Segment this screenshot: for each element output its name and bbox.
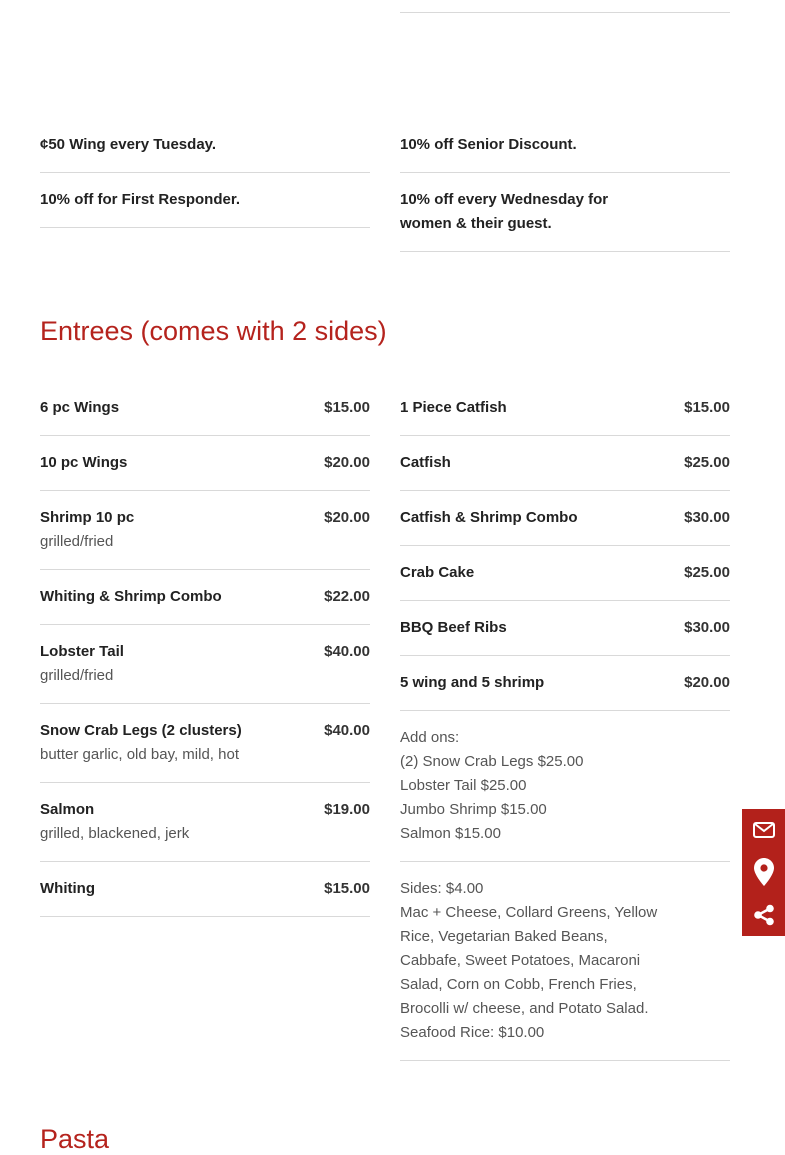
menu-item [400,671,730,711]
share-icon [753,904,775,926]
menu-item-name: 6 pc Wings [40,399,120,416]
menu-item-price: $15.00 [324,399,370,416]
menu-item-price: $25.00 [684,454,730,471]
menu-item [400,396,730,436]
email-button[interactable] [742,809,785,851]
sides-line: Sides: $4.00 [400,880,484,897]
menu-item-name: Catfish [400,454,451,471]
special-label-line2: women & their guest. [400,215,552,232]
menu-item-price: $40.00 [324,722,370,739]
menu-item-price: $15.00 [684,399,730,416]
menu-item [40,719,370,783]
special-item [400,133,730,173]
menu-item-description: grilled/fried [40,667,114,684]
menu-item-price: $25.00 [684,564,730,581]
section-title-entrees: Entrees (comes with 2 sides) [40,316,387,346]
divider [400,12,730,13]
special-label: 10% off Senior Discount. [400,136,577,153]
special-item [40,133,370,173]
menu-item [400,561,730,601]
addons-line: (2) Snow Crab Legs $25.00 [400,753,584,770]
menu-item [40,798,370,862]
map-pin-icon [754,858,774,886]
menu-item [400,506,730,546]
menu-item-price: $15.00 [324,880,370,897]
special-label: ¢50 Wing every Tuesday. [40,136,217,153]
menu-item-name: 10 pc Wings [40,454,128,471]
sides-line: Cabbafe, Sweet Potatoes, Macaroni [400,952,641,969]
menu-item-name: Whiting & Shrimp Combo [40,588,222,605]
sides-line: Rice, Vegetarian Baked Beans, [400,928,608,945]
menu-item-name: Crab Cake [400,564,475,581]
menu-item-price: $20.00 [324,454,370,471]
addons-block [400,726,730,862]
envelope-icon [753,822,775,838]
section-title-pasta: Pasta [40,1124,110,1154]
special-label: 10% off for First Responder. [40,191,241,208]
menu-item-name: Shrimp 10 pc [40,509,135,526]
menu-item-name: BBQ Beef Ribs [400,619,507,636]
special-item [400,188,730,252]
menu-item [40,585,370,625]
menu-item-description: grilled, blackened, jerk [40,825,190,842]
sides-line: Mac + Cheese, Collard Greens, Yellow [400,904,658,921]
menu-item-name: Salmon [40,801,95,818]
menu-item-name: Lobster Tail [40,643,124,660]
addons-line: Jumbo Shrimp $15.00 [400,801,547,818]
sides-line: Salad, Corn on Cobb, French Fries, [400,976,637,993]
addons-line: Add ons: [400,729,460,746]
floating-action-bar [742,809,785,936]
menu-item-name: Snow Crab Legs (2 clusters) [40,722,242,739]
menu-item-description: grilled/fried [40,533,114,550]
share-button[interactable] [742,894,785,936]
menu-item [40,640,370,704]
addons-line: Salmon $15.00 [400,825,501,842]
menu-item-price: $19.00 [324,801,370,818]
menu-item-description: butter garlic, old bay, mild, hot [40,746,239,763]
menu-item [40,877,370,917]
menu-item-price: $20.00 [324,509,370,526]
location-button[interactable] [742,851,785,893]
menu-item [40,396,370,436]
sides-block [400,877,730,1061]
menu-item [40,506,370,570]
menu-item-price: $22.00 [324,588,370,605]
menu-item-price: $30.00 [684,509,730,526]
special-item [40,188,370,228]
menu-item-price: $20.00 [684,674,730,691]
menu-item-price: $40.00 [324,643,370,660]
special-label-line1: 10% off every Wednesday for [400,191,609,208]
menu-item-name: 5 wing and 5 shrimp [400,674,545,691]
menu-item-price: $30.00 [684,619,730,636]
sides-line: Seafood Rice: $10.00 [400,1024,545,1041]
addons-line: Lobster Tail $25.00 [400,777,527,794]
menu-item-name: Whiting [40,880,95,897]
menu-item [400,451,730,491]
menu-item [400,616,730,656]
menu-item-name: Catfish & Shrimp Combo [400,509,578,526]
menu-item-name: 1 Piece Catfish [400,399,507,416]
sides-line: Brocolli w/ cheese, and Potato Salad. [400,1000,649,1017]
menu-item [40,451,370,491]
